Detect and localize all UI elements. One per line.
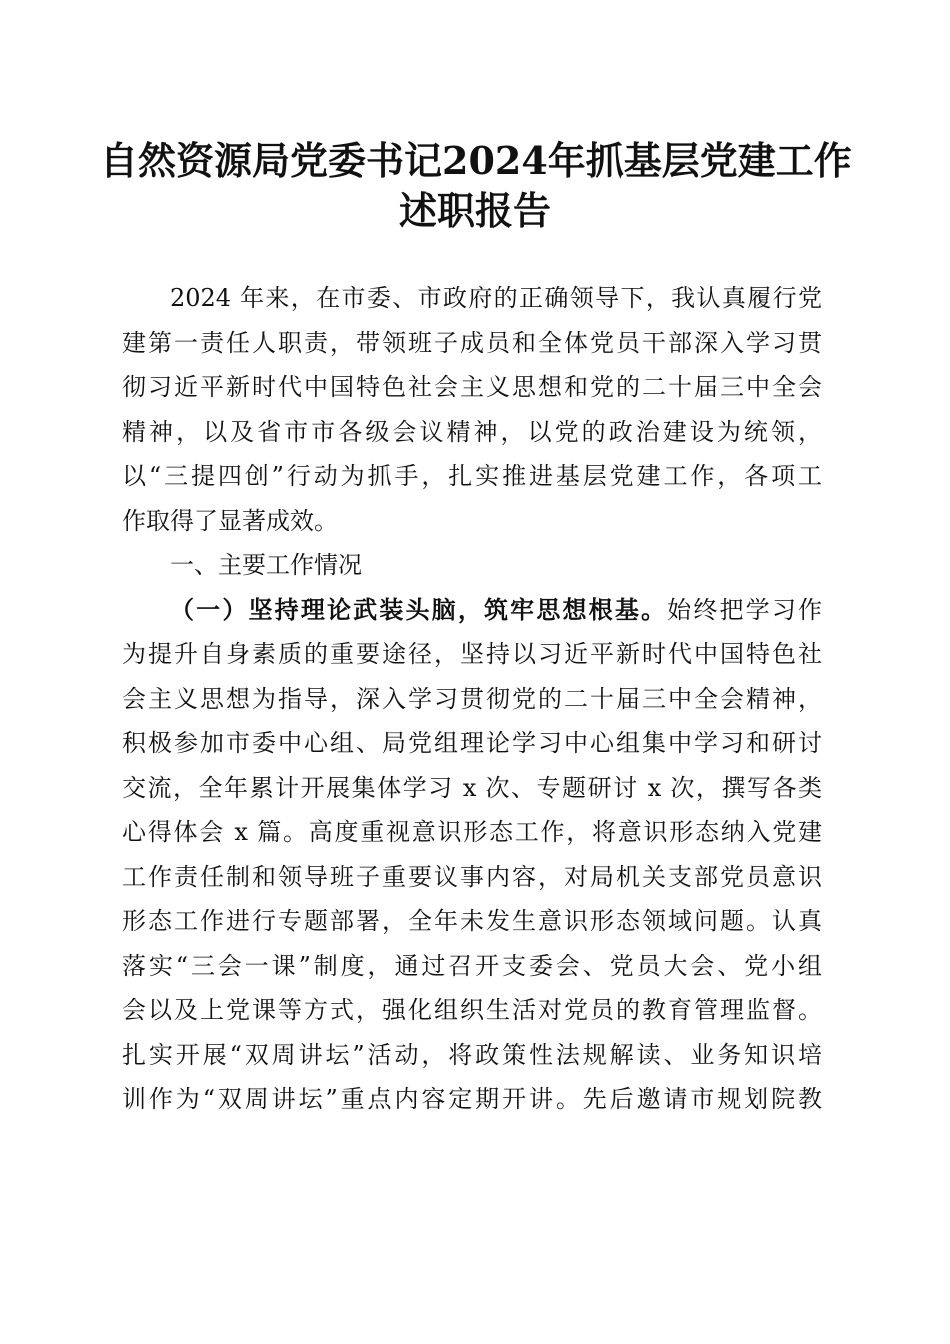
document-title bbox=[100, 136, 850, 236]
paragraph-1-line-2: 建第一责任人职责，带领班子成员和全体党员干部深入学习贯 bbox=[122, 328, 822, 357]
subsection-1-title: （一）坚持理论武装头脑，筑牢思想根基。 bbox=[170, 594, 668, 624]
document-body bbox=[122, 276, 822, 1122]
paragraph-2-line-5: 心得体会 x 篇。高度重视意识形态工作，将意识形态纳入党建 bbox=[122, 818, 822, 846]
title-line-2: 述职报告 bbox=[398, 188, 551, 233]
paragraph-2-line-6: 工作责任制和领导班子重要议事内容，对局机关支部党员意识 bbox=[122, 862, 822, 891]
paragraph-2-line-8: 落实“三会一课”制度，通过召开支委会、党员大会、党小组 bbox=[122, 951, 822, 980]
paragraph-2-line-1: 为提升自身素质的重要途径，坚持以习近平新时代中国特色社 bbox=[122, 640, 822, 668]
paragraph-1-line-1: 2024 年来，在市委、市政府的正确领导下，我认真履行党 bbox=[170, 284, 822, 312]
paragraph-1-line-5: 以“三提四创”行动为抓手，扎实推进基层党建工作，各项工 bbox=[122, 462, 822, 490]
section-heading: 一、主要工作情况 bbox=[170, 551, 362, 579]
title-line-1: 自然资源局党委书记2024年抓基层党建工作 bbox=[100, 138, 852, 183]
paragraph-2-line-2: 会主义思想为指导，深入学习贯彻党的二十届三中全会精神， bbox=[122, 684, 822, 713]
paragraph-2-line-11: 训作为“双周讲坛”重点内容定期开讲。先后邀请市规划院教 bbox=[122, 1085, 822, 1113]
paragraph-2-line-4: 交流，全年累计开展集体学习 x 次、专题研讨 x 次，撰写各类 bbox=[122, 773, 822, 802]
subsection-1-first-line-rest: 始终把学习作 bbox=[667, 595, 823, 624]
paragraph-1-line-4: 精神，以及省市市各级会议精神，以党的政治建设为统领， bbox=[122, 417, 822, 446]
paragraph-2-line-7: 形态工作进行专题部署，全年未发生意识形态领域问题。认真 bbox=[122, 907, 822, 935]
paragraph-2-line-3: 积极参加市委中心组、局党组理论学习中心组集中学习和研讨 bbox=[122, 729, 822, 757]
paragraph-2-line-9: 会以及上党课等方式，强化组织生活对党员的教育管理监督。 bbox=[122, 996, 822, 1024]
paragraph-1-line-6: 作取得了显著成效。 bbox=[122, 506, 338, 535]
subsection-1-first-line bbox=[122, 588, 822, 633]
paragraph-2-line-10: 扎实开展“双周讲坛”活动，将政策性法规解读、业务知识培 bbox=[122, 1040, 822, 1069]
paragraph-1-line-3: 彻习近平新时代中国特色社会主义思想和党的二十届三中全会 bbox=[122, 373, 822, 401]
